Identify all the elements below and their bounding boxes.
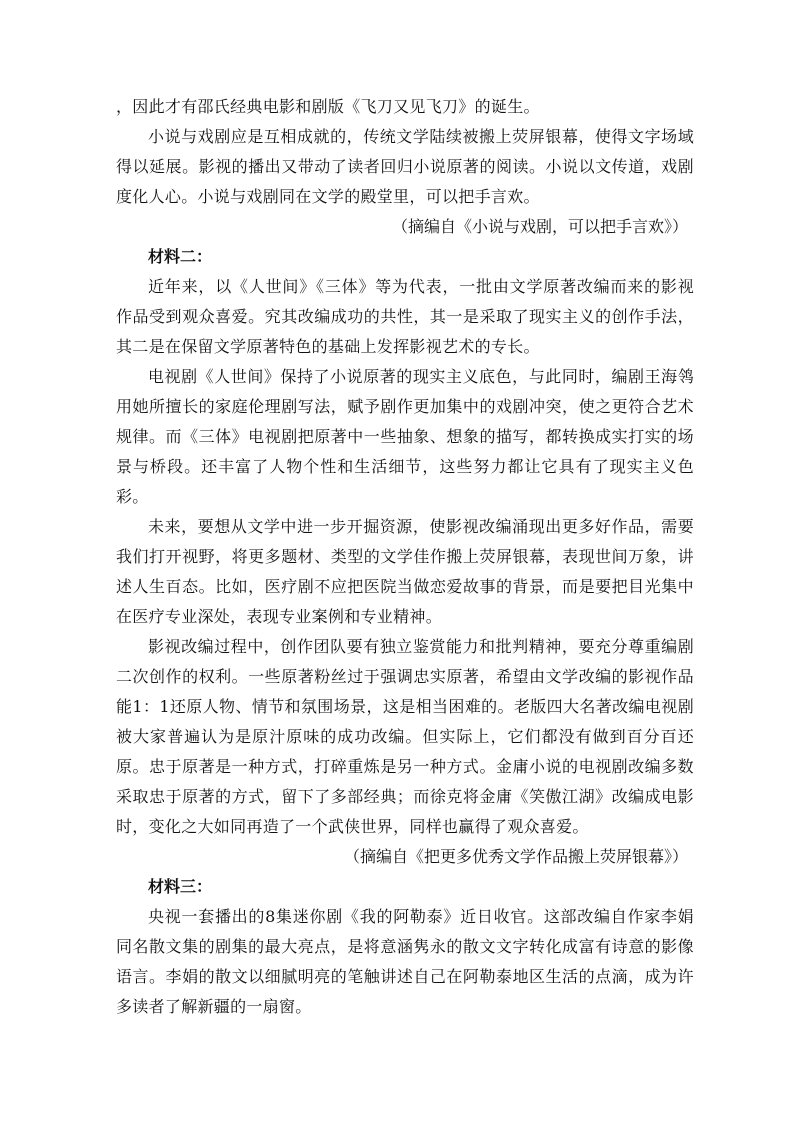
material2-source: （摘编自《把更多优秀文学作品搬上荧屏银幕》）: [343, 847, 688, 866]
material1-conclusion-paragraph: 小说与戏剧应是互相成就的，传统文学陆续被搬上荧屏银幕，使得文字场域得以延展。影视的播出又带动了读者回归小说原著的阅读。小说以文传道，戏剧度化人心。小说与戏剧同在文学的殿堂里，可以把手言欢。: [116, 127, 694, 206]
material2-heading: 材料二：: [148, 247, 213, 266]
material3-paragraph: 央视一套播出的8集迷你剧《我的阿勒泰》近日收官。这部改编自作家李娟同名散文集的剧集的最大亮点，是将意涵隽永的散文文字转化成富有诗意的影像语言。李娟的散文以细腻明亮的笔触讲述自己在阿勒泰地区生活的点滴，成为许多读者了解新疆的一扇窗。: [116, 907, 694, 1016]
continuation-paragraph: ，因此才有邵氏经典电影和剧版《飞刀又见飞刀》的诞生。: [116, 97, 540, 116]
material2-paragraph: 未来，要想从文学中进一步开掘资源，使影视改编涌现出更多好作品，需要我们打开视野，将更多题材、类型的文学佳作搬上荧屏银幕，表现世间万象，讲述人生百态。比如，医疗剧不应把医院当做恋爱故事的背景，而是要把目光集中在医疗专业深处，表现专业案例和专业精神。: [116, 517, 694, 626]
material1-source: （摘编自《小说与戏剧，可以把手言欢》）: [391, 217, 688, 236]
material3-heading: 材料三：: [148, 877, 213, 896]
material2-paragraph: 电视剧《人世间》保持了小说原著的现实主义底色，与此同时，编剧王海鸰用她所擅长的家庭伦理剧写法，赋予剧作更加集中的戏剧冲突，使之更符合艺术规律。而《三体》电视剧把原著中一些抽象、想象的描写，都转换成实打实的场景与桥段。还丰富了人物个性和生活细节，这些努力都让它具有了现实主义色彩。: [116, 367, 694, 506]
material2-paragraph: 影视改编过程中，创作团队要有独立鉴赏能力和批判精神，要充分尊重编剧二次创作的权利。一些原著粉丝过于强调忠实原著，希望由文学改编的影视作品能1：1还原人物、情节和氛围场景，这是相当困难的。老版四大名著改编电视剧被大家普遍认为是原汁原味的成功改编。但实际上，它们都没有做到百分百还原。忠于原著是一种方式，打碎重炼是另一种方式。金庸小说的电视剧改编多数采取忠于原著的方式，留下了多部经典；而徐克将金庸《笑傲江湖》改编成电影时，变化之大如同再造了一个武侠世界，同样也赢得了观众喜爱。: [116, 637, 694, 836]
material2-paragraph: 近年来，以《人世间》《三体》等为代表，一批由文学原著改编而来的影视作品受到观众喜爱。究其改编成功的共性，其一是采取了现实主义的创作手法，其二是在保留文学原著特色的基础上发挥影视艺术的专长。: [116, 277, 694, 356]
